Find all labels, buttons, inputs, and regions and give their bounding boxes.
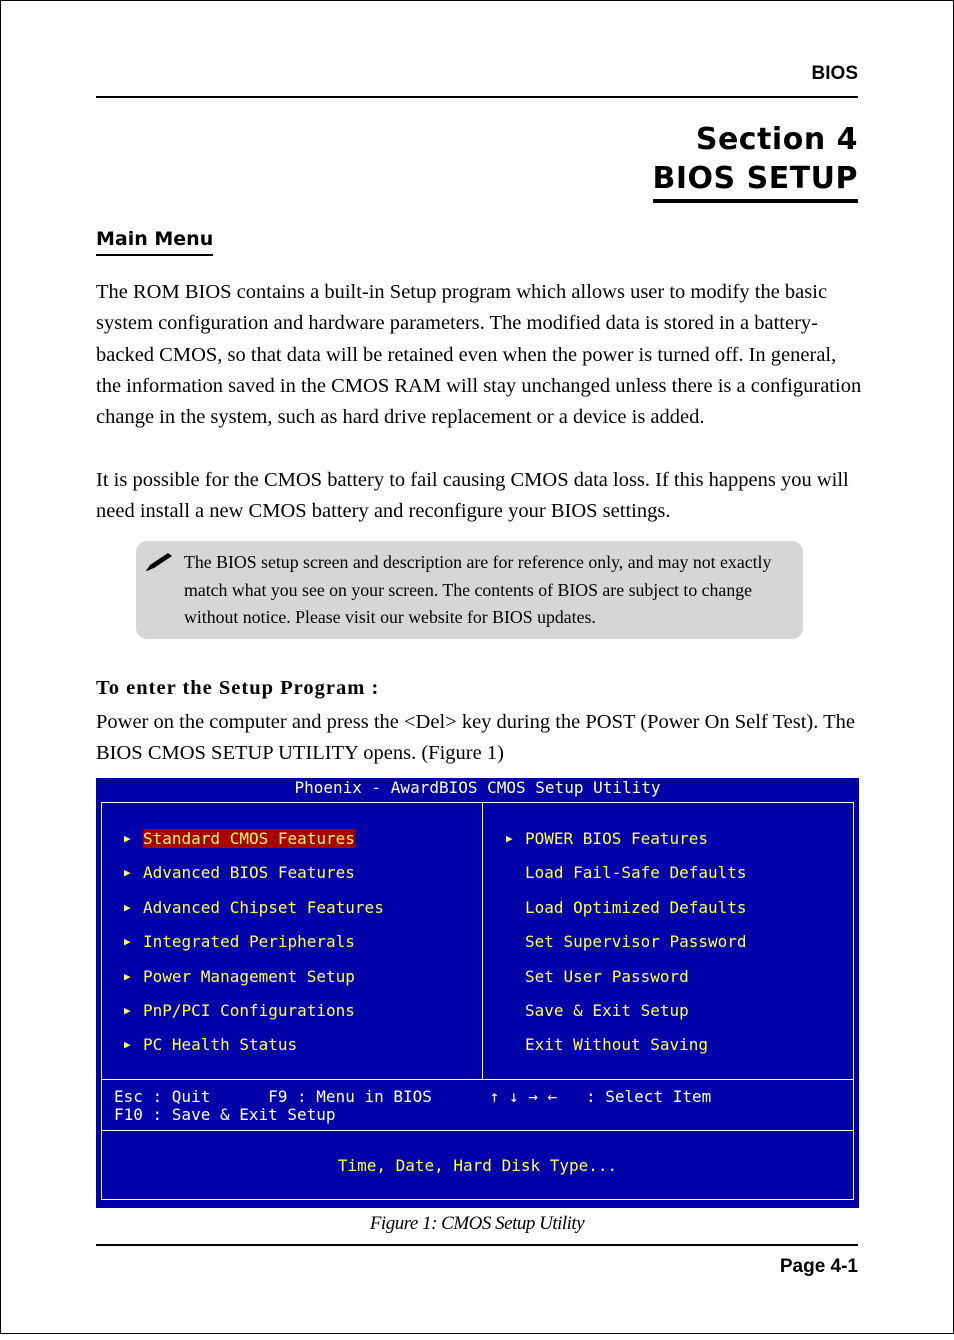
- triangle-right-icon: ▶: [124, 901, 131, 914]
- footer-rule: [96, 1244, 858, 1246]
- menu-item-set-supervisor-password[interactable]: Set Supervisor Password: [525, 932, 747, 951]
- cmos-battery-paragraph: It is possible for the CMOS battery to fail causing CMOS data loss. If this happens you will need install a new CMOS battery and reconfigure your BIOS settings.: [96, 469, 849, 523]
- triangle-right-icon: ▶: [124, 970, 131, 983]
- triangle-right-icon: ▶: [124, 1038, 131, 1051]
- bios-status-line-2: F10 : Save & Exit Setup: [114, 1105, 336, 1124]
- main-menu-paragraph: The ROM BIOS contains a built-in Setup program which allows user to modify the basic system configuration and hardware parameters. The modified data is stored in a battery-backed CMOS, so that data will be retained even when the power is turned off. In general, the information saved in the CMOS RAM will stay unchanged unless there is a configuration change in the system, such as hard drive replacement or a device is added.: [96, 281, 862, 429]
- running-head: BIOS: [811, 63, 858, 84]
- menu-item-load-fail-safe-defaults[interactable]: Load Fail-Safe Defaults: [525, 863, 747, 882]
- pencil-icon: [144, 551, 174, 573]
- section-number: Section 4: [695, 122, 858, 157]
- figure-caption: Figure 1: CMOS Setup Utility: [369, 1213, 585, 1234]
- menu-item-exit-without-saving[interactable]: Exit Without Saving: [525, 1035, 709, 1054]
- bios-column-divider: [482, 802, 483, 1079]
- header-rule: [96, 96, 858, 98]
- bios-setup-screen: [96, 778, 859, 1208]
- note-text: The BIOS setup screen and description are for reference only, and may not exactly match what you see on your screen. The contents of BIOS are subject to change without notice. Please visit our website for BIOS updates.: [184, 552, 772, 627]
- triangle-right-icon: ▶: [506, 832, 513, 845]
- menu-item-advanced-bios-features[interactable]: ▶ Advanced BIOS Features: [124, 863, 355, 882]
- page-number: Page 4-1: [779, 1256, 858, 1277]
- triangle-right-icon: ▶: [124, 866, 131, 879]
- menu-item-power-management-setup[interactable]: ▶ Power Management Setup: [124, 967, 355, 986]
- menu-item-set-user-password[interactable]: Set User Password: [525, 967, 689, 986]
- menu-item-save-exit-setup[interactable]: Save & Exit Setup: [525, 1001, 689, 1020]
- section-title: BIOS SETUP: [653, 159, 859, 203]
- menu-item-pnp-pci-configurations[interactable]: ▶ PnP/PCI Configurations: [124, 1001, 355, 1020]
- enter-setup-paragraph: Power on the computer and press the <Del> key during the POST (Power On Self Test). The BIOS CMOS SETUP UTILITY opens. (Figure 1): [96, 711, 855, 765]
- menu-item-load-optimized-defaults[interactable]: Load Optimized Defaults: [525, 898, 747, 917]
- enter-setup-heading: To enter the Setup Program :: [96, 677, 380, 699]
- main-menu-heading: Main Menu: [96, 228, 213, 256]
- bios-status-line-1: Esc : Quit F9 : Menu in BIOS ↑ ↓ → ← : Select Item: [114, 1087, 712, 1106]
- bios-help-divider: [101, 1130, 854, 1131]
- menu-item-advanced-chipset-features[interactable]: ▶ Advanced Chipset Features: [124, 898, 384, 917]
- bios-status-divider: [101, 1079, 854, 1080]
- menu-item-power-bios-features[interactable]: ▶ POWER BIOS Features: [506, 829, 709, 848]
- triangle-right-icon: ▶: [124, 1004, 131, 1017]
- note-box: [136, 541, 803, 639]
- menu-item-integrated-peripherals[interactable]: ▶ Integrated Peripherals: [124, 932, 355, 951]
- triangle-right-icon: ▶: [124, 935, 131, 948]
- menu-item-pc-health-status[interactable]: ▶ PC Health Status: [124, 1035, 298, 1054]
- bios-help-text: Time, Date, Hard Disk Type...: [337, 1156, 618, 1175]
- menu-item-standard-cmos-features[interactable]: ▶ Standard CMOS Features: [124, 829, 355, 848]
- triangle-right-icon: ▶: [124, 832, 131, 845]
- bios-title: Phoenix - AwardBIOS CMOS Setup Utility: [294, 778, 661, 797]
